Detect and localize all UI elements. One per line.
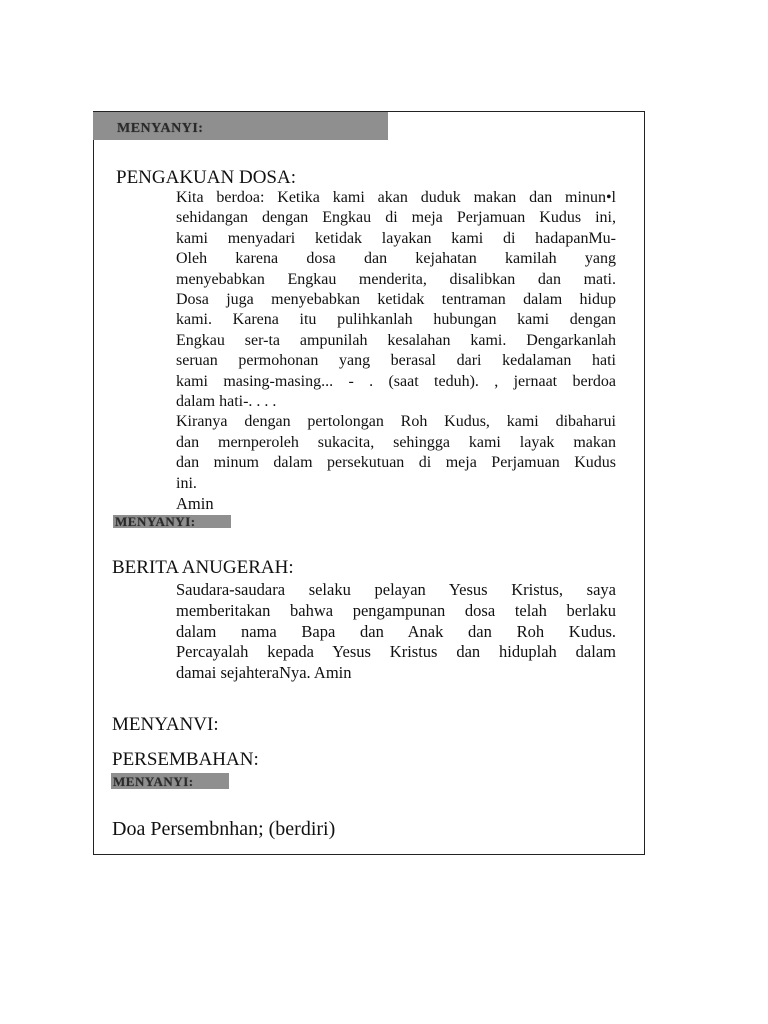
menyanyi-banner-top [93, 112, 388, 140]
text-line: memberitakan bahwa pengampunan dosa telah berlaku [176, 600, 616, 620]
text-line: damai sejahteraNya. Amin [176, 663, 352, 683]
menyanyi-banner-2-label: MENYANYI: [115, 514, 196, 529]
text-line: Kita berdoa: Ketika kami akan duduk makan dan minun•l [176, 189, 616, 206]
text-line: Saudara-saudara selaku pelayan Yesus Kristus, saya [176, 580, 616, 599]
text-line: kami menyadari ketidak layakan kami di hadapanMu- [176, 229, 616, 247]
text-line: sehidangan dengan Engkau di meja Perjamuan Kudus ini, [176, 209, 616, 227]
persembahan-heading: PERSEMBAHAN: [112, 749, 259, 770]
text-line: ini. [176, 474, 197, 492]
pengakuan-dosa-heading: PENGAKUAN DOSA: [116, 167, 296, 188]
pengakuan-amin: Amin [176, 494, 214, 513]
text-line: Percayalah kepada Yesus Kristus dan hiduplah dalam [176, 642, 616, 662]
text-line: kami masing-masing... - . (saat teduh). , jernaat berdoa [176, 372, 616, 390]
text-line: dan mernperoleh sukacita, sehingga kami layak makan [176, 433, 616, 451]
berita-anugerah-text [176, 580, 616, 684]
text-line: Dosa juga menyebabkan ketidak tentraman dalam hidup [176, 291, 616, 309]
text-line: dalam hati-. . . . [176, 393, 277, 411]
menyanyi-banner-3-label: MENYANYI: [113, 774, 194, 789]
text-line: Kiranya dengan pertolongan Roh Kudus, kami dibaharui [176, 413, 616, 431]
pengakuan-dosa-text [176, 188, 616, 494]
text-line: seruan permohonan yang berasal dari kedalaman hati [176, 352, 616, 370]
text-line: Engkau ser-ta ampunilah kesalahan kami. Dengarkanlah [176, 331, 616, 349]
menyanyi-banner-3 [111, 773, 229, 789]
doa-persembahan-heading: Doa Persembnhan; (berdiri) [112, 818, 336, 840]
menyanyi-banner-2 [113, 515, 231, 528]
text-line: kami. Karena itu pulihkanlah hubungan kami dengan [176, 311, 616, 329]
text-line: menyebabkan Engkau menderita, disalibkan dan mati. [176, 270, 616, 288]
berita-anugerah-heading: BERITA ANUGERAH: [112, 557, 294, 578]
text-line: dalam nama Bapa dan Anak dan Roh Kudus. [176, 621, 616, 641]
text-line: Oleh karena dosa dan kejahatan kamilah yang [176, 250, 616, 268]
menyanvi-heading: MENYANVI: [112, 714, 219, 735]
text-line: dan minum dalam persekutuan di meja Perjamuan Kudus [176, 454, 616, 472]
menyanyi-banner-top-label: MENYANYI: [117, 121, 204, 136]
